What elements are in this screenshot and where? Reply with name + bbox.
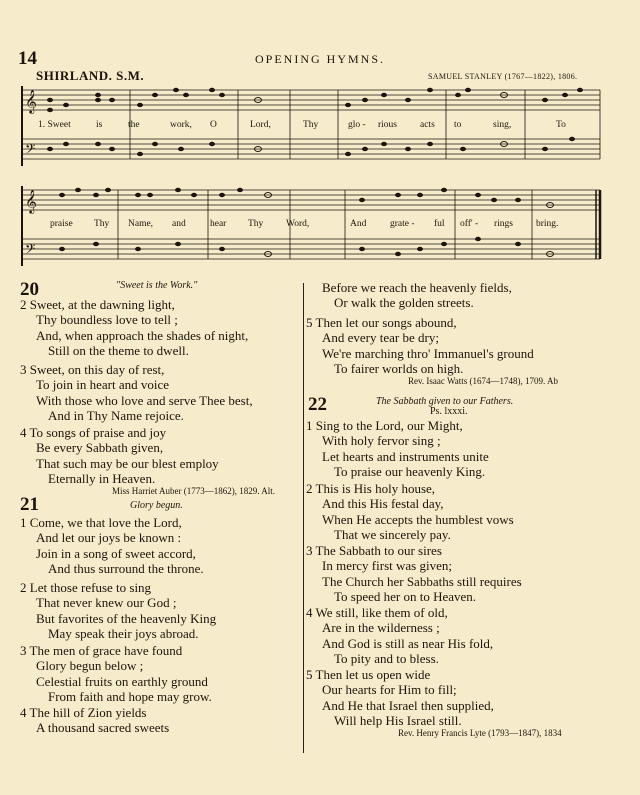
verse-line: Or walk the golden streets. bbox=[334, 295, 474, 311]
verse-line: That such may be our blest employ bbox=[36, 455, 219, 471]
lyric-word: Thy bbox=[303, 120, 319, 130]
verse-line: 5 Then let our songs abound, bbox=[306, 315, 457, 330]
verse-line: And every tear be dry; bbox=[322, 330, 439, 346]
verse-line: But favorites of the heavenly King bbox=[36, 610, 217, 626]
hymn-20-attribution: Miss Harriet Auber (1773—1862), 1829. Alt. bbox=[112, 486, 275, 496]
lyric-word: and bbox=[172, 219, 186, 229]
verse-line: With those who love and serve Thee best, bbox=[36, 392, 253, 408]
hymn-22-verse-5 bbox=[306, 667, 494, 729]
hymn-21-verse-3 bbox=[20, 643, 212, 705]
hymn-20-verse-3 bbox=[20, 362, 253, 424]
hymn-20-verse-2 bbox=[20, 297, 248, 359]
verse-line: 3 Sweet, on this day of rest, bbox=[20, 362, 165, 377]
hymn-21-attribution: Rev. Isaac Watts (1674—1748), 1709. Ab bbox=[408, 376, 559, 386]
hymn-caption: "Sweet is the Work." bbox=[116, 280, 198, 291]
lyric-word: O bbox=[210, 120, 217, 130]
hymn-number-22: 22 bbox=[308, 394, 327, 415]
hymn-22-verse-4 bbox=[306, 605, 493, 667]
verse-line: And, when approach the shades of night, bbox=[36, 327, 249, 343]
verse-line: And let our joys be known : bbox=[36, 530, 182, 546]
verse-line: Be every Sabbath given, bbox=[36, 440, 164, 456]
verse-line: 1 Sing to the Lord, our Might, bbox=[306, 418, 463, 433]
verse-line: In mercy first was given; bbox=[322, 558, 452, 574]
verse-line: Eternally in Heaven. bbox=[48, 471, 156, 487]
verse-line: Will help His Israel still. bbox=[334, 713, 462, 729]
verse-line: With holy fervor sing ; bbox=[322, 433, 441, 449]
verse-line: Our hearts for Him to fill; bbox=[322, 682, 457, 698]
verse-line: 4 The hill of Zion yields bbox=[20, 705, 147, 720]
tune-composer: SAMUEL STANLEY (1767—1822), 1806. bbox=[428, 72, 578, 81]
page-number: 14 bbox=[18, 48, 37, 69]
verse-line: To speed her on to Heaven. bbox=[334, 589, 477, 605]
lyric-word: Word, bbox=[286, 219, 310, 229]
lyric-word: To bbox=[556, 120, 566, 130]
verse-line: 3 The men of grace have found bbox=[20, 643, 183, 658]
verse-line: And in Thy Name rejoice. bbox=[48, 408, 184, 424]
hymn-number-21: 21 bbox=[20, 494, 39, 515]
verse-line: Still on the theme to dwell. bbox=[48, 343, 189, 359]
verse-line: Glory begun below ; bbox=[36, 658, 144, 674]
verse-line: 2 This is His holy house, bbox=[306, 481, 436, 496]
verse-line: And God is still as near His fold, bbox=[322, 635, 494, 651]
verse-line: That we sincerely pay. bbox=[334, 527, 451, 543]
verse-line: That never knew our God ; bbox=[36, 595, 177, 611]
hymn-caption: Glory begun. bbox=[130, 500, 183, 511]
verse-line: Before we reach the heavenly fields, bbox=[322, 280, 512, 295]
lyric-word: Thy bbox=[248, 219, 264, 229]
lyric-word: hear bbox=[210, 219, 227, 229]
lyric-word: the bbox=[128, 120, 140, 130]
verse-line: And thus surround the throne. bbox=[48, 561, 204, 577]
hymn-20-verse-4 bbox=[20, 425, 219, 487]
verse-line: From faith and hope may grow. bbox=[48, 689, 212, 705]
svg-text:𝄞: 𝄞 bbox=[25, 91, 37, 113]
lyric-word: off' - bbox=[460, 219, 479, 229]
verse-line: Are in the wilderness ; bbox=[322, 620, 440, 636]
lyric-word: Thy bbox=[94, 219, 110, 229]
verse-line: To praise our heavenly King. bbox=[334, 464, 486, 480]
lyric-word: sing, bbox=[493, 120, 512, 130]
lyric-word: acts bbox=[420, 120, 435, 130]
hymn-21-verse-4-continued bbox=[306, 280, 512, 311]
verse-line: 3 The Sabbath to our sires bbox=[306, 543, 442, 558]
verse-line: When He accepts the humblest vows bbox=[322, 511, 514, 527]
hymn-22-attribution: Rev. Henry Francis Lyte (1793—1847), 1834 bbox=[398, 728, 562, 738]
page-title: OPENING HYMNS. bbox=[254, 52, 385, 66]
hymn-caption: The Sabbath given to our Fathers. bbox=[376, 396, 514, 407]
svg-text:𝄞: 𝄞 bbox=[25, 191, 37, 213]
lyric-word: Name, bbox=[128, 219, 154, 229]
verse-line: The Church her Sabbaths still requires bbox=[322, 573, 522, 589]
hymn-21-verse-1 bbox=[20, 515, 204, 577]
verse-line: 2 Sweet, at the dawning light, bbox=[20, 297, 175, 312]
hymn-number-20: 20 bbox=[20, 279, 39, 300]
lyric-word: grate - bbox=[390, 219, 415, 229]
verse-line: 2 Let those refuse to sing bbox=[20, 580, 152, 595]
lyric-word: rious bbox=[378, 120, 397, 130]
verse-line: 5 Then let us open wide bbox=[306, 667, 431, 682]
verse-line: To join in heart and voice bbox=[36, 377, 170, 393]
lyric-word: Lord, bbox=[250, 120, 271, 130]
verse-line: 4 We still, like them of old, bbox=[306, 605, 448, 620]
lyric-word: And bbox=[350, 219, 367, 229]
hymn-21-verse-2 bbox=[20, 580, 216, 642]
tune-name: SHIRLAND. S.M. bbox=[36, 68, 145, 83]
verse-line: 1 Come, we that love the Lord, bbox=[20, 515, 182, 530]
verse-line: Celestial fruits on earthly ground bbox=[36, 673, 208, 689]
hymn-22-verse-1 bbox=[306, 418, 489, 480]
hymn-22-verse-3 bbox=[306, 543, 522, 605]
lyric-word: to bbox=[454, 120, 462, 130]
hymn-21-verse-4 bbox=[20, 705, 169, 736]
lyric-word: work, bbox=[170, 120, 192, 130]
column-divider bbox=[303, 283, 304, 753]
lyric-word: praise bbox=[50, 219, 73, 229]
psalm-reference: Ps. lxxxi. bbox=[430, 406, 468, 417]
lyric-word: rings bbox=[494, 219, 513, 229]
verse-line: And He that Israel then supplied, bbox=[322, 697, 494, 713]
lyric-word: is bbox=[96, 120, 103, 130]
lyric-word: bring. bbox=[536, 219, 559, 229]
lyric-word: 1. Sweet bbox=[38, 120, 71, 130]
verse-line: We're marching thro' Immanuel's ground bbox=[322, 345, 534, 361]
verse-line: To pity and to bless. bbox=[334, 651, 439, 667]
verse-line: And this His festal day, bbox=[322, 496, 444, 512]
verse-line: Thy boundless love to tell ; bbox=[36, 312, 178, 328]
verse-line: A thousand sacred sweets bbox=[36, 720, 170, 736]
verse-line: To fairer worlds on high. bbox=[334, 361, 464, 377]
svg-text:𝄢: 𝄢 bbox=[25, 243, 36, 260]
verse-line: 4 To songs of praise and joy bbox=[20, 425, 167, 440]
lyric-word: glo - bbox=[348, 120, 366, 130]
verse-line: May speak their joys abroad. bbox=[48, 626, 199, 642]
svg-text:𝄢: 𝄢 bbox=[25, 143, 36, 160]
hymn-22-verse-2 bbox=[306, 481, 514, 543]
verse-line: Let hearts and instruments unite bbox=[322, 448, 489, 464]
lyric-word: ful bbox=[434, 219, 445, 229]
verse-line: Join in a song of sweet accord, bbox=[36, 545, 196, 561]
hymn-21-verse-5 bbox=[306, 315, 534, 377]
